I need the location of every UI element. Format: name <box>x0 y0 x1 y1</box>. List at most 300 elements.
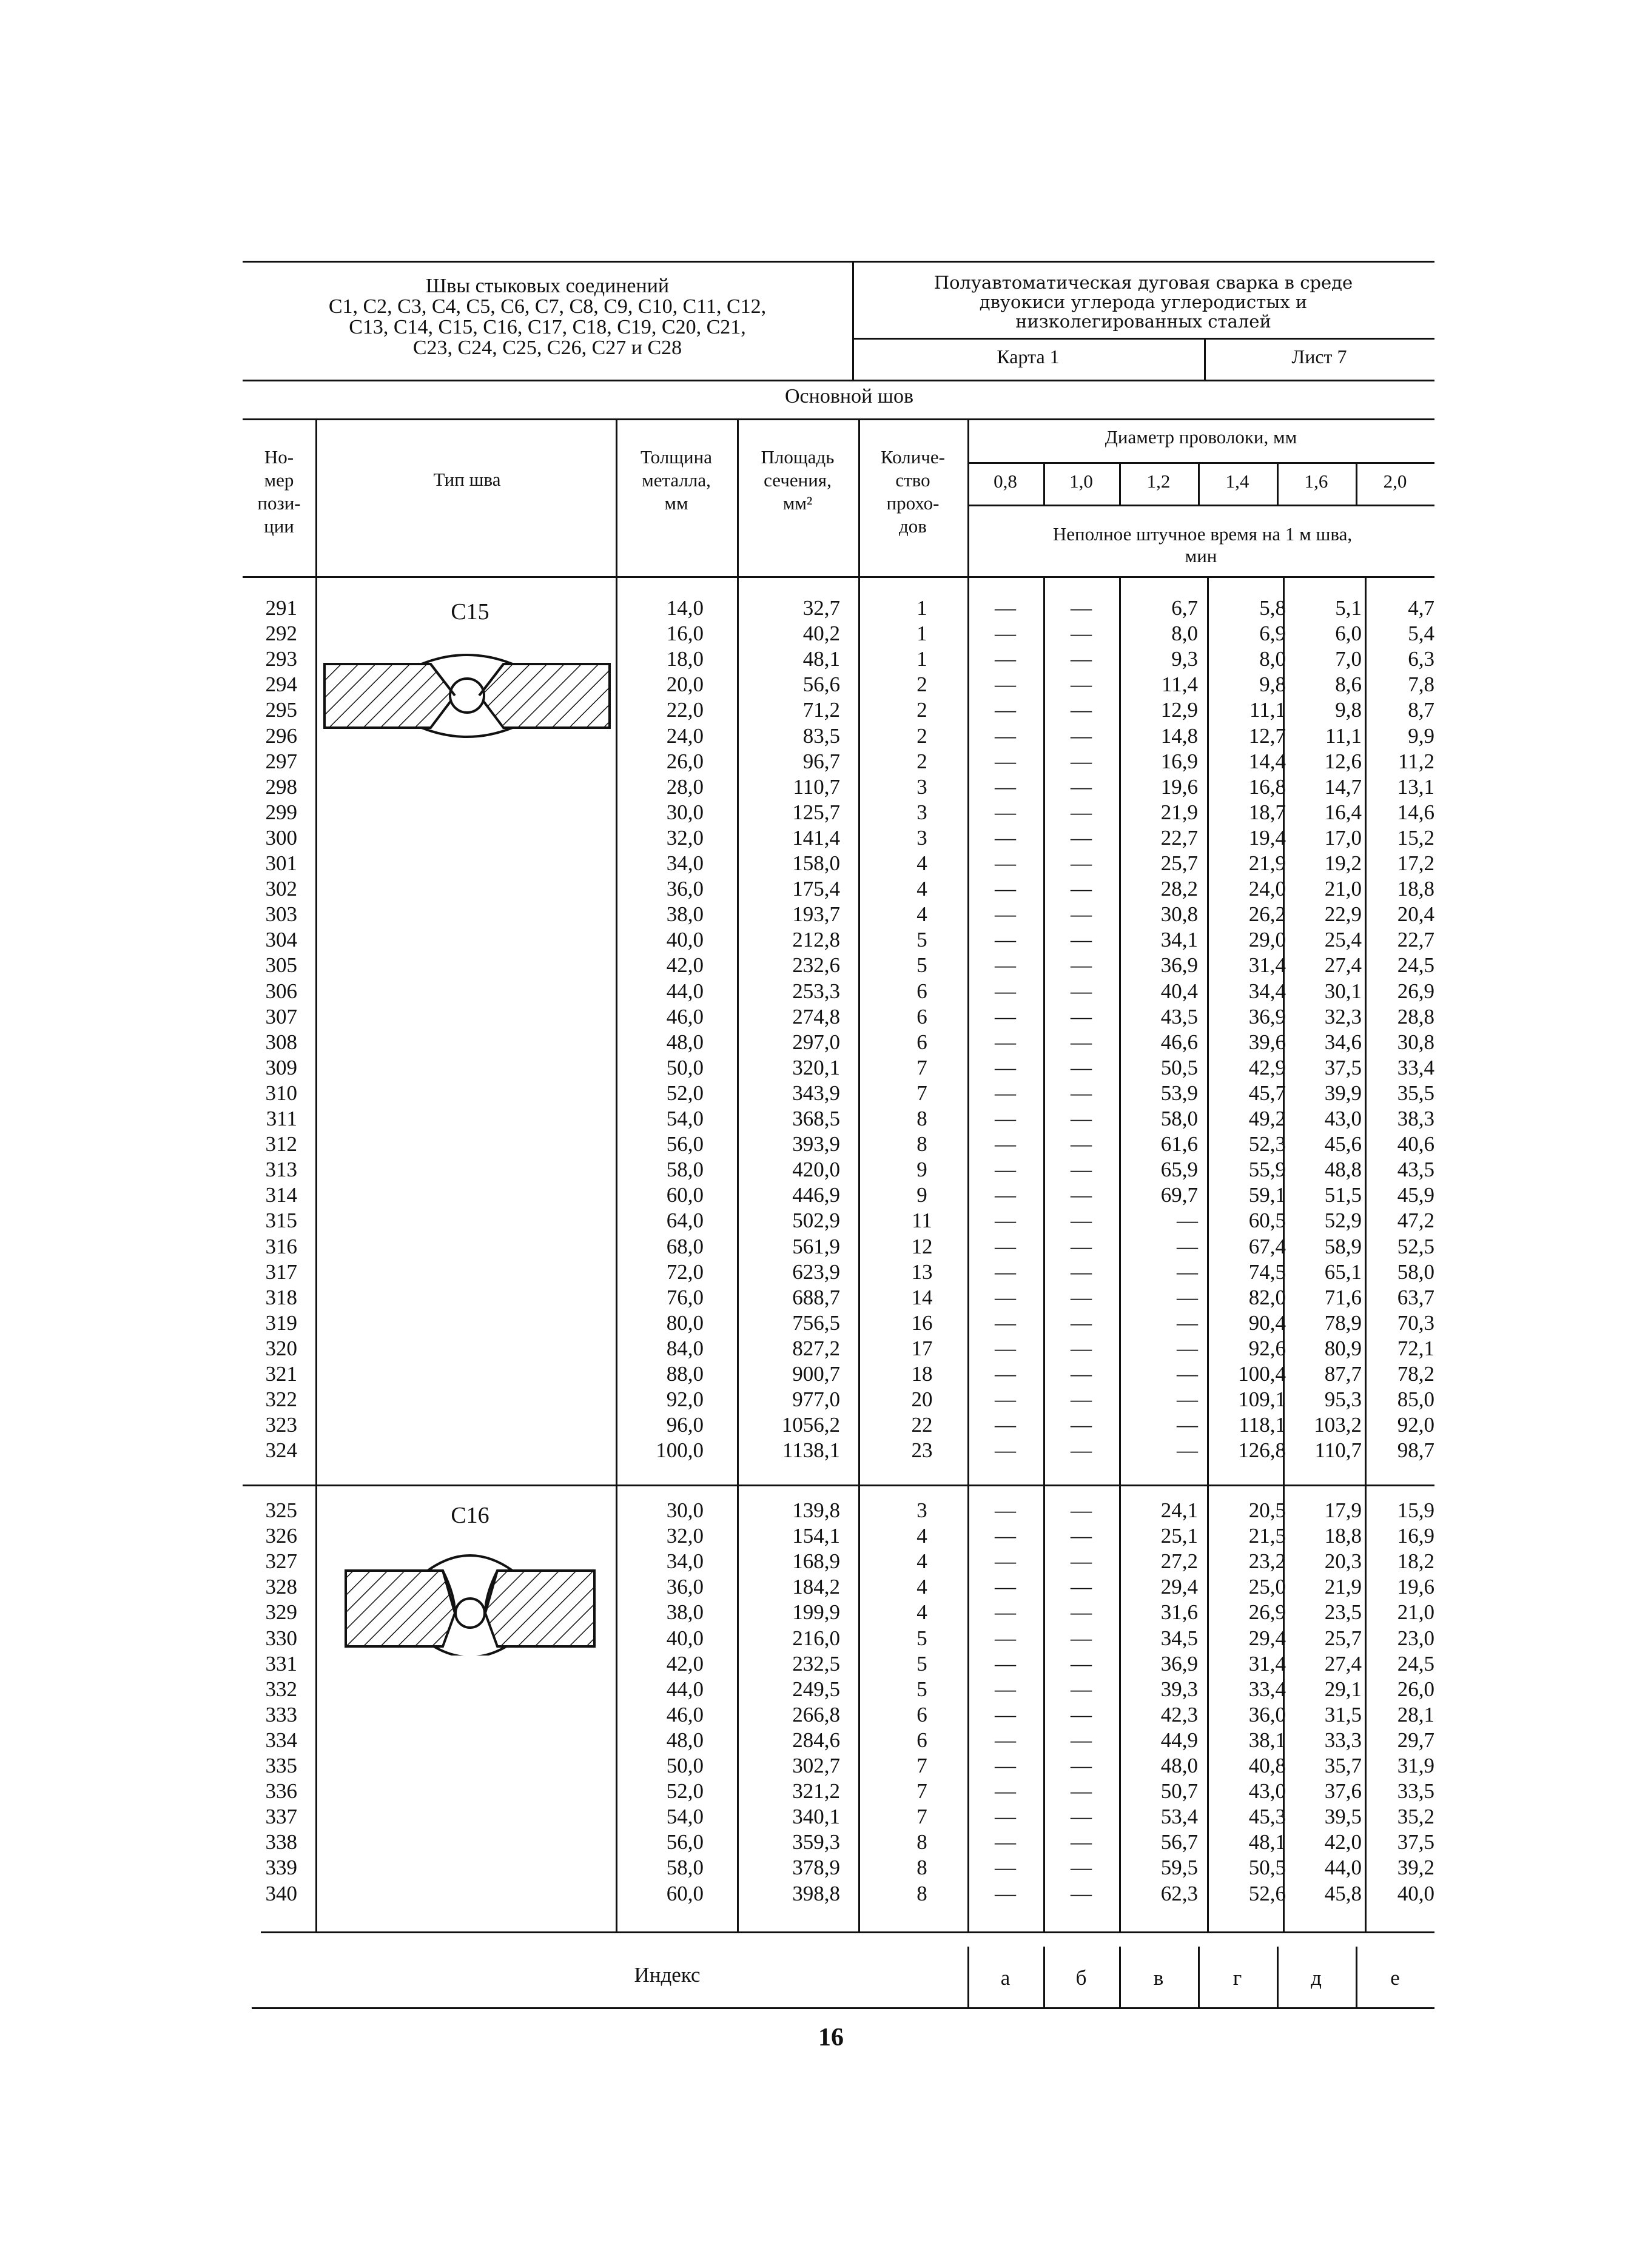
table-row <box>0 1208 1631 1233</box>
time-d20-cell: 8,7 <box>1408 698 1434 722</box>
time-d14-cell: 8,0 <box>1259 647 1286 671</box>
time-d12-cell: 65,9 <box>1160 1158 1198 1182</box>
thickness-cell: 30,0 <box>666 1498 704 1522</box>
group-separator <box>243 1485 1434 1486</box>
area-cell: 193,7 <box>792 902 840 927</box>
time-d16-cell: 11,1 <box>1325 723 1362 748</box>
time-d14-cell: 25,0 <box>1248 1575 1286 1599</box>
passes-cell: 6 <box>916 1728 927 1752</box>
time-d14-cell: 39,6 <box>1248 1030 1286 1054</box>
table-row <box>0 1234 1631 1260</box>
thickness-cell: 28,0 <box>666 774 704 799</box>
passes-cell: 6 <box>916 1030 927 1054</box>
time-d16-cell: 52,9 <box>1324 1209 1362 1233</box>
time-d14-cell: 38,1 <box>1248 1728 1286 1752</box>
col-sep-thickness <box>737 418 739 576</box>
time-d08-cell: — <box>995 1600 1016 1625</box>
passes-cell: 2 <box>916 673 927 697</box>
time-d16-cell: 87,7 <box>1324 1362 1362 1386</box>
position-number-cell: 299 <box>265 800 297 824</box>
time-d14-cell: 21,5 <box>1248 1524 1286 1548</box>
passes-cell: 9 <box>916 1158 927 1182</box>
seam-list-line1: С1, С2, С3, С4, С5, С6, С7, С8, С9, С10, С11, С12, <box>328 295 767 318</box>
position-number-cell: 335 <box>265 1754 297 1777</box>
time-d16-cell: 22,9 <box>1324 902 1362 927</box>
index-top-rule <box>261 1931 1434 1933</box>
time-d14-cell: 109,1 <box>1238 1387 1286 1412</box>
col-passes <box>858 446 967 538</box>
time-d10-cell: — <box>1071 1651 1092 1676</box>
time-d10-cell: — <box>1071 800 1092 824</box>
time-d20-cell: 40,6 <box>1397 1132 1434 1156</box>
time-d14-cell: 33,4 <box>1248 1677 1286 1701</box>
time-d14-cell: 45,3 <box>1248 1805 1286 1829</box>
time-d14-cell: 20,5 <box>1248 1498 1286 1522</box>
position-number-cell: 305 <box>265 953 297 978</box>
seam-list-line3: С23, С24, С25, С26, С27 и С28 <box>412 337 682 359</box>
process-title-line3: низколегированных сталей <box>1015 311 1271 332</box>
table-row <box>0 1081 1631 1106</box>
thickness-cell: 56,0 <box>666 1830 704 1854</box>
table-row <box>0 1132 1631 1157</box>
time-d14-cell: 29,0 <box>1248 928 1286 952</box>
position-number-cell: 314 <box>265 1183 297 1207</box>
time-d14-cell: 40,8 <box>1248 1754 1286 1777</box>
time-d16-cell: 25,4 <box>1324 928 1362 952</box>
passes-cell: 2 <box>916 698 927 722</box>
time-d20-cell: 33,5 <box>1397 1779 1434 1803</box>
col-area-l1: Площадь <box>761 446 835 468</box>
table-row <box>0 1387 1631 1412</box>
time-d16-cell: 5,1 <box>1335 596 1362 620</box>
time-d16-cell: 45,6 <box>1324 1132 1362 1156</box>
time-d16-cell: 51,5 <box>1324 1183 1362 1207</box>
time-d16-cell: 45,8 <box>1324 1881 1362 1905</box>
time-d12-cell: 58,0 <box>1160 1107 1198 1130</box>
time-d10-cell: — <box>1071 1805 1092 1829</box>
table-row <box>0 1753 1631 1779</box>
time-d16-cell: 27,4 <box>1324 1651 1362 1676</box>
time-d10-cell: — <box>1071 1856 1092 1880</box>
diameter-sep-3 <box>1198 462 1200 505</box>
time-d16-cell: 14,7 <box>1324 774 1362 799</box>
area-cell: 40,2 <box>802 622 840 646</box>
time-d20-cell: 26,9 <box>1397 979 1434 1003</box>
time-d20-cell: 20,4 <box>1397 902 1434 927</box>
time-d20-cell: 98,7 <box>1397 1438 1434 1463</box>
process-title <box>852 273 1434 331</box>
position-number-cell: 333 <box>265 1702 297 1726</box>
time-d12-cell: — <box>1177 1387 1198 1412</box>
time-d10-cell: — <box>1071 1183 1092 1207</box>
time-d16-cell: 39,5 <box>1324 1805 1362 1829</box>
passes-cell: 4 <box>916 877 927 901</box>
time-d16-cell: 6,0 <box>1335 622 1362 646</box>
thickness-cell: 92,0 <box>666 1387 704 1412</box>
position-number-cell: 321 <box>265 1362 297 1386</box>
area-cell: 154,1 <box>792 1524 840 1548</box>
time-d16-cell: 20,3 <box>1324 1549 1362 1574</box>
col-sep-type <box>616 418 617 576</box>
time-d14-cell: 21,9 <box>1248 851 1286 875</box>
time-d16-cell: 95,3 <box>1324 1387 1362 1412</box>
table-row <box>0 723 1631 749</box>
process-title-line1: Полуавтоматическая дуговая сварка в среде <box>933 272 1353 293</box>
time-d14-cell: 48,1 <box>1248 1830 1286 1854</box>
thickness-cell: 64,0 <box>666 1209 704 1233</box>
passes-cell: 6 <box>916 979 927 1003</box>
time-d12-cell: 50,7 <box>1160 1779 1198 1803</box>
time-d12-cell: 16,9 <box>1160 749 1198 773</box>
index-d: д <box>1311 1966 1322 1990</box>
area-cell: 446,9 <box>792 1183 840 1207</box>
time-d16-cell: 21,0 <box>1324 877 1362 901</box>
table-row <box>0 825 1631 851</box>
position-number-cell: 309 <box>265 1055 297 1079</box>
time-d12-cell: 34,5 <box>1160 1626 1198 1650</box>
position-number-cell: 319 <box>265 1310 297 1335</box>
diameter-top-rule <box>967 462 1434 464</box>
time-d16-cell: 65,1 <box>1324 1260 1362 1284</box>
time-d10-cell: — <box>1071 1702 1092 1726</box>
thickness-cell: 52,0 <box>666 1081 704 1105</box>
passes-cell: 1 <box>916 647 927 671</box>
time-d10-cell: — <box>1071 1677 1092 1701</box>
thickness-cell: 42,0 <box>666 953 704 978</box>
time-d10-cell: — <box>1071 622 1092 646</box>
thickness-cell: 18,0 <box>666 647 704 671</box>
passes-cell: 18 <box>911 1362 933 1386</box>
time-d14-cell: 19,4 <box>1248 825 1286 850</box>
time-d08-cell: — <box>995 1677 1016 1701</box>
time-d14-cell: 36,9 <box>1248 1004 1286 1028</box>
area-cell: 420,0 <box>792 1158 840 1182</box>
passes-cell: 8 <box>916 1107 927 1130</box>
position-number-cell: 331 <box>265 1651 297 1676</box>
position-number-cell: 323 <box>265 1413 297 1437</box>
time-d08-cell: — <box>995 723 1016 748</box>
area-cell: 253,3 <box>792 979 840 1003</box>
time-d16-cell: 35,7 <box>1324 1754 1362 1777</box>
time-d10-cell: — <box>1071 723 1092 748</box>
time-d10-cell: — <box>1071 1498 1092 1522</box>
time-d10-cell: — <box>1071 774 1092 799</box>
col-thickness-l1: Толщина <box>641 446 712 468</box>
table-row <box>0 1574 1631 1600</box>
diameter-0-8: 0,8 <box>994 471 1017 492</box>
position-number-cell: 339 <box>265 1856 297 1880</box>
table-row <box>0 1677 1631 1702</box>
time-d12-cell: 9,3 <box>1171 647 1198 671</box>
time-d08-cell: — <box>995 1209 1016 1233</box>
time-d20-cell: 72,1 <box>1397 1336 1434 1360</box>
thickness-cell: 48,0 <box>666 1030 704 1054</box>
area-cell: 398,8 <box>792 1881 840 1905</box>
passes-cell: 11 <box>912 1209 932 1233</box>
time-d16-cell: 23,5 <box>1324 1600 1362 1625</box>
thickness-cell: 68,0 <box>666 1234 704 1258</box>
passes-cell: 2 <box>916 749 927 773</box>
time-d08-cell: — <box>995 1362 1016 1386</box>
col-number-l3: пози- <box>257 492 301 514</box>
sheet-label: Лист 7 <box>1291 346 1347 367</box>
time-d08-cell: — <box>995 698 1016 722</box>
table-row <box>0 1881 1631 1907</box>
area-cell: 320,1 <box>792 1055 840 1079</box>
diameter-sep-1 <box>1043 462 1045 505</box>
thickness-cell: 38,0 <box>666 1600 704 1625</box>
time-d08-cell: — <box>995 1702 1016 1726</box>
area-cell: 184,2 <box>792 1575 840 1599</box>
diameter-1-2: 1,2 <box>1146 471 1171 492</box>
time-d12-cell: 62,3 <box>1160 1881 1198 1905</box>
time-d14-cell: 90,4 <box>1248 1310 1286 1335</box>
time-d20-cell: 7,8 <box>1408 673 1434 697</box>
area-cell: 168,9 <box>792 1549 840 1574</box>
position-number-cell: 291 <box>265 596 297 620</box>
passes-cell: 3 <box>916 800 927 824</box>
thickness-cell: 44,0 <box>666 979 704 1003</box>
thickness-cell: 30,0 <box>666 800 704 824</box>
index-g: г <box>1232 1966 1242 1990</box>
time-d12-cell: — <box>1177 1285 1198 1309</box>
time-d10-cell: — <box>1071 1285 1092 1309</box>
diameter-1-6: 1,6 <box>1304 471 1328 492</box>
col-number-l1: Но- <box>264 446 294 468</box>
position-number-cell: 326 <box>265 1524 297 1548</box>
time-d12-cell: 25,1 <box>1160 1524 1198 1548</box>
thickness-cell: 22,0 <box>666 698 704 722</box>
area-cell: 359,3 <box>792 1830 840 1854</box>
time-d08-cell: — <box>995 1438 1016 1463</box>
table-row <box>0 774 1631 800</box>
col-type: Тип шва <box>433 469 501 490</box>
time-d20-cell: 63,7 <box>1397 1285 1434 1309</box>
thickness-cell: 72,0 <box>666 1260 704 1284</box>
time-d10-cell: — <box>1071 928 1092 952</box>
time-d16-cell: 71,6 <box>1324 1285 1362 1309</box>
time-d08-cell: — <box>995 1183 1016 1207</box>
time-d12-cell: 12,9 <box>1160 698 1198 722</box>
time-d10-cell: — <box>1071 1626 1092 1650</box>
position-number-cell: 329 <box>265 1600 297 1625</box>
time-d14-cell: 43,0 <box>1248 1779 1286 1803</box>
thickness-cell: 60,0 <box>666 1183 704 1207</box>
table-row <box>0 1260 1631 1285</box>
col-number-l2: мер <box>264 469 294 491</box>
area-cell: 48,1 <box>802 647 840 671</box>
passes-cell: 1 <box>916 596 927 620</box>
thickness-cell: 38,0 <box>666 902 704 927</box>
time-d12-cell: 46,6 <box>1160 1030 1198 1054</box>
thickness-cell: 32,0 <box>666 1524 704 1548</box>
passes-cell: 2 <box>916 723 927 748</box>
thickness-cell: 34,0 <box>666 851 704 875</box>
position-number-cell: 338 <box>265 1830 297 1854</box>
time-d16-cell: 33,3 <box>1324 1728 1362 1752</box>
time-d12-cell: 19,6 <box>1160 774 1198 799</box>
time-d10-cell: — <box>1071 1107 1092 1130</box>
table-row <box>0 1728 1631 1753</box>
table-row <box>0 1855 1631 1880</box>
position-number-cell: 337 <box>265 1805 297 1829</box>
thickness-cell: 50,0 <box>666 1754 704 1777</box>
time-d12-cell: 31,6 <box>1160 1600 1198 1625</box>
index-a: а <box>1000 1966 1011 1990</box>
time-d12-cell: — <box>1177 1260 1198 1284</box>
col-area <box>737 446 858 515</box>
table-row <box>0 1804 1631 1830</box>
time-d10-cell: — <box>1071 1413 1092 1437</box>
time-d14-cell: 60,5 <box>1248 1209 1286 1233</box>
time-d14-cell: 24,0 <box>1248 877 1286 901</box>
table-row <box>0 800 1631 825</box>
thickness-cell: 16,0 <box>666 622 704 646</box>
time-d08-cell: — <box>995 1310 1016 1335</box>
area-cell: 216,0 <box>792 1626 840 1650</box>
time-d14-cell: 36,0 <box>1248 1702 1286 1726</box>
time-d10-cell: — <box>1071 1524 1092 1548</box>
section-title: Основной шов <box>784 385 914 408</box>
time-d10-cell: — <box>1071 1209 1092 1233</box>
time-d10-cell: — <box>1071 1881 1092 1905</box>
time-d08-cell: — <box>995 851 1016 875</box>
time-d14-cell: 42,9 <box>1248 1055 1286 1079</box>
diameter-sep-5 <box>1356 462 1357 505</box>
time-d16-cell: 17,9 <box>1324 1498 1362 1522</box>
time-d16-cell: 19,2 <box>1324 851 1362 875</box>
time-d14-cell: 52,6 <box>1248 1881 1286 1905</box>
thickness-cell: 88,0 <box>666 1362 704 1386</box>
time-d10-cell: — <box>1071 1779 1092 1803</box>
time-d14-cell: 67,4 <box>1248 1234 1286 1258</box>
thickness-cell: 14,0 <box>666 596 704 620</box>
time-d16-cell: 34,6 <box>1324 1030 1362 1054</box>
weld-type-c15: С15 <box>451 599 489 625</box>
area-cell: 688,7 <box>792 1285 840 1309</box>
time-d10-cell: — <box>1071 1575 1092 1599</box>
time-d20-cell: 21,0 <box>1397 1600 1434 1625</box>
time-d08-cell: — <box>995 1651 1016 1676</box>
time-d10-cell: — <box>1071 1081 1092 1105</box>
position-number-cell: 295 <box>265 698 297 722</box>
col-area-l3: мм² <box>782 492 813 514</box>
time-d08-cell: — <box>995 800 1016 824</box>
time-d12-cell: — <box>1177 1413 1198 1437</box>
time-d10-cell: — <box>1071 1600 1092 1625</box>
time-d14-cell: 31,4 <box>1248 1651 1286 1676</box>
thickness-cell: 46,0 <box>666 1004 704 1028</box>
thickness-cell: 34,0 <box>666 1549 704 1574</box>
passes-cell: 1 <box>916 622 927 646</box>
time-d12-cell: 43,5 <box>1160 1004 1198 1028</box>
time-d12-cell: 36,9 <box>1160 953 1198 978</box>
index-sep-0 <box>967 1947 969 2007</box>
area-cell: 321,2 <box>792 1779 840 1803</box>
col-sep-passes <box>967 418 969 576</box>
area-cell: 1138,1 <box>782 1438 840 1463</box>
area-cell: 232,5 <box>792 1651 840 1676</box>
table-row <box>0 1600 1631 1625</box>
time-d20-cell: 92,0 <box>1397 1413 1434 1437</box>
time-d20-cell: 40,0 <box>1397 1881 1434 1905</box>
time-d14-cell: 92,6 <box>1248 1336 1286 1360</box>
table-row <box>0 1702 1631 1728</box>
time-d08-cell: — <box>995 1728 1016 1752</box>
time-d20-cell: 45,9 <box>1397 1183 1434 1207</box>
time-d20-cell: 35,2 <box>1397 1805 1434 1829</box>
area-cell: 284,6 <box>792 1728 840 1752</box>
time-d08-cell: — <box>995 1549 1016 1574</box>
position-number-cell: 320 <box>265 1336 297 1360</box>
time-d20-cell: 47,2 <box>1397 1209 1434 1233</box>
time-d16-cell: 44,0 <box>1324 1856 1362 1880</box>
time-d14-cell: 14,4 <box>1248 749 1286 773</box>
time-d08-cell: — <box>995 1779 1016 1803</box>
time-d16-cell: 37,5 <box>1324 1055 1362 1079</box>
area-cell: 1056,2 <box>781 1413 840 1437</box>
time-d14-cell: 12,7 <box>1248 723 1286 748</box>
col-thickness-l2: металла, <box>642 469 711 491</box>
time-d12-cell: 30,8 <box>1160 902 1198 927</box>
area-cell: 977,0 <box>792 1387 840 1412</box>
area-cell: 900,7 <box>792 1362 840 1386</box>
table-top-rule <box>243 418 1434 420</box>
time-d20-cell: 31,9 <box>1397 1754 1434 1777</box>
area-cell: 56,6 <box>802 673 840 697</box>
time-d20-cell: 33,4 <box>1397 1055 1434 1079</box>
table-row <box>0 596 1631 621</box>
col-thickness <box>616 446 737 515</box>
thickness-cell: 100,0 <box>656 1438 704 1463</box>
time-d10-cell: — <box>1071 1549 1092 1574</box>
passes-cell: 7 <box>916 1754 927 1777</box>
passes-cell: 7 <box>916 1805 927 1829</box>
time-d12-cell: — <box>1177 1209 1198 1233</box>
time-d12-cell: — <box>1177 1310 1198 1335</box>
time-d16-cell: 32,3 <box>1324 1004 1362 1028</box>
time-d10-cell: — <box>1071 877 1092 901</box>
thickness-cell: 32,0 <box>666 825 704 850</box>
time-d16-cell: 8,6 <box>1335 673 1362 697</box>
time-d20-cell: 28,8 <box>1397 1004 1434 1028</box>
thickness-cell: 52,0 <box>666 1779 704 1803</box>
area-cell: 141,4 <box>792 825 840 850</box>
time-d20-cell: 16,9 <box>1397 1524 1434 1548</box>
time-d12-cell: 24,1 <box>1160 1498 1198 1522</box>
thickness-cell: 60,0 <box>666 1881 704 1905</box>
area-cell: 827,2 <box>792 1336 840 1360</box>
passes-cell: 4 <box>916 1524 927 1548</box>
thickness-cell: 56,0 <box>666 1132 704 1156</box>
time-d10-cell: — <box>1071 647 1092 671</box>
time-d20-cell: 22,7 <box>1397 928 1434 952</box>
time-d10-cell: — <box>1071 825 1092 850</box>
thickness-cell: 42,0 <box>666 1651 704 1676</box>
time-d10-cell: — <box>1071 1132 1092 1156</box>
time-d10-cell: — <box>1071 1055 1092 1079</box>
position-number-cell: 304 <box>265 928 297 952</box>
area-cell: 302,7 <box>792 1754 840 1777</box>
area-cell: 502,9 <box>792 1209 840 1233</box>
time-d12-cell: 50,5 <box>1160 1055 1198 1079</box>
area-cell: 561,9 <box>792 1234 840 1258</box>
time-d20-cell: 85,0 <box>1397 1387 1434 1412</box>
area-cell: 340,1 <box>792 1805 840 1829</box>
time-d12-cell: 14,8 <box>1160 723 1198 748</box>
passes-cell: 3 <box>916 774 927 799</box>
position-number-cell: 332 <box>265 1677 297 1701</box>
